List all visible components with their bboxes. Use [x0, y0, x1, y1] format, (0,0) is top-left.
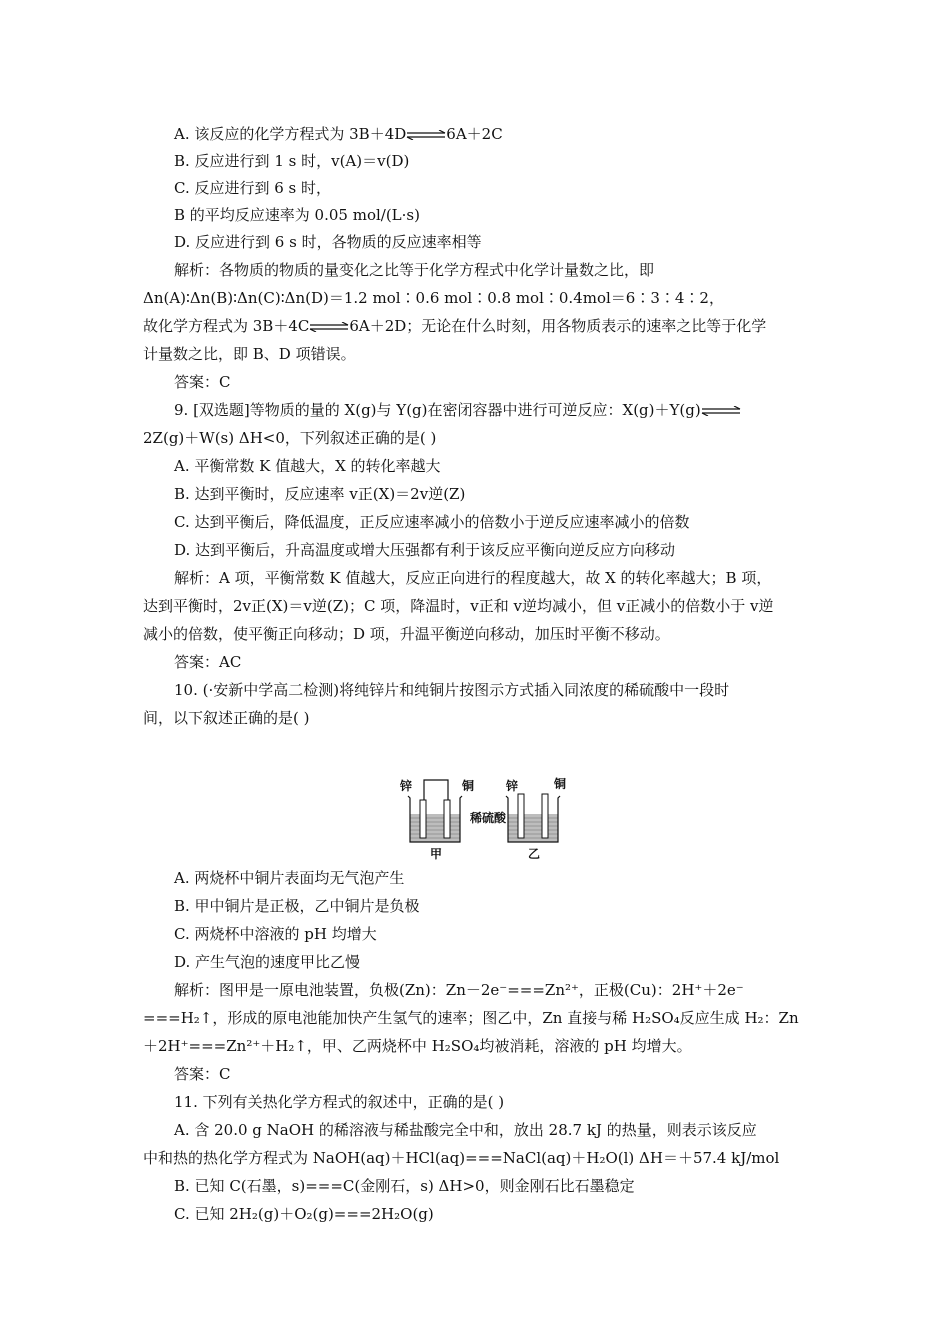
q9-explanation-line: 减小的倍数，使平衡正向移动；D 项，升温平衡逆向移动，加压时平衡不移动。 — [143, 625, 670, 643]
wire — [424, 780, 448, 800]
q9-explanation-line: 达到平衡时，2v正(X)＝v逆(Z)；C 项，降温时，v正和 v逆均减小，但 v正减小的倍数小于 v逆 — [143, 597, 774, 615]
q8-explanation-line: 故化学方程式为 3B＋4C 6A＋2D；无论在什么时刻，用各物质表示的速率之比等于化学 — [143, 317, 767, 335]
q10-option-d: D. 产生气泡的速度甲比乙慢 — [174, 953, 361, 971]
q9-explanation: 解析：A 项，平衡常数 K 值越大，反应正向进行的程度越大，故 X 的转化率越大；B 项， — [174, 569, 772, 587]
acid-label: 稀硫酸 — [470, 811, 507, 825]
beaker-jia — [408, 796, 462, 842]
q9-option-a: A. 平衡常数 K 值越大，X 的转化率越大 — [174, 457, 441, 475]
q10-explanation-line: ===H₂↑，形成的原电池能加快产生氢气的速率；图乙中，Zn 直接与稀 H₂SO₄反应生成 H₂：Zn — [143, 1009, 799, 1027]
beaker-yi — [506, 794, 560, 842]
q11-stem: 11. 下列有关热化学方程式的叙述中，正确的是( ) — [174, 1093, 505, 1111]
q8-option-c-cont: B 的平均反应速率为 0.05 mol/(L·s) — [174, 206, 420, 224]
q8-answer: 答案：C — [174, 373, 231, 391]
q8-option-d: D. 反应进行到 6 s 时，各物质的反应速率相等 — [174, 233, 482, 251]
q10-option-c: C. 两烧杯中溶液的 pH 均增大 — [174, 925, 377, 943]
q11-option-a: A. 含 20.0 g NaOH 的稀溶液与稀盐酸完全中和，放出 28.7 kJ 的热量，则表示该反应 — [174, 1121, 757, 1139]
q9-answer: 答案：AC — [174, 653, 242, 671]
q10-answer: 答案：C — [174, 1065, 231, 1083]
jia-label: 甲 — [430, 847, 443, 861]
q8-explanation-line: Δn(A)∶Δn(B)∶Δn(C)∶Δn(D)＝1.2 mol∶0.6 mol∶0.8 mol∶0.4mol＝6∶3∶4∶2， — [143, 289, 724, 307]
equilibrium-arrow-icon — [406, 130, 446, 140]
q9-stem: 9. [双选题]等物质的量的 X(g)与 Y(g)在密闭容器中进行可逆反应：X(g)＋Y(g) — [174, 400, 741, 420]
q11-option-a-cont: 中和热的热化学方程式为 NaOH(aq)＋HCl(aq)===NaCl(aq)＋H₂O(l) ΔH＝＋57.4 kJ/mol — [143, 1149, 780, 1167]
q10-option-a: A. 两烧杯中铜片表面均无气泡产生 — [174, 869, 405, 887]
zinc-label: 锌 — [400, 779, 413, 793]
q9-option-d: D. 达到平衡后，升高温度或增大压强都有利于该反应平衡向逆反应方向移动 — [174, 541, 676, 559]
copper-label: 铜 — [554, 777, 567, 791]
q11-option-b: B. 已知 C(石墨，s)===C(金刚石，s) ΔH>0，则金刚石比石墨稳定 — [174, 1177, 635, 1195]
q9-option-b: B. 达到平衡时，反应速率 v正(X)＝2v逆(Z) — [174, 485, 466, 503]
zinc-label: 锌 — [506, 779, 519, 793]
q9-stem-cont: 2Z(g)＋W(s) ΔH<0，下列叙述正确的是( ) — [143, 429, 437, 447]
q10-stem: 10. (·安新中学高二检测)将纯锌片和纯铜片按图示方式插入同浓度的稀硫酸中一段时 — [174, 681, 730, 699]
q8-explanation-line: 计量数之比，即 B、D 项错误。 — [143, 345, 356, 363]
q10-option-b: B. 甲中铜片是正极，乙中铜片是负极 — [174, 897, 420, 915]
yi-label: 乙 — [528, 847, 541, 861]
q10-explanation: 解析：图甲是一原电池装置，负极(Zn)：Zn－2e⁻===Zn²⁺，正极(Cu)：2H⁺＋2e⁻ — [174, 981, 744, 999]
q8-option-a: A. 该反应的化学方程式为 3B＋4D 6A＋2C — [174, 125, 503, 143]
equilibrium-arrow-icon — [701, 406, 741, 416]
q8-option-b: B. 反应进行到 1 s 时，v(A)＝v(D) — [174, 152, 410, 170]
galvanic-cell-figure — [398, 774, 568, 864]
equilibrium-arrow-icon — [309, 322, 349, 332]
q10-stem-cont: 间，以下叙述正确的是( ) — [143, 709, 310, 727]
q11-option-c: C. 已知 2H₂(g)＋O₂(g)===2H₂O(g) — [174, 1205, 434, 1223]
q8-explanation: 解析：各物质的物质的量变化之比等于化学方程式中化学计量数之比，即 — [174, 261, 655, 279]
q9-option-c: C. 达到平衡后，降低温度，正反应速率减小的倍数小于逆反应速率减小的倍数 — [174, 513, 690, 531]
q8-option-c: C. 反应进行到 6 s 时， — [174, 179, 332, 197]
copper-label: 铜 — [462, 779, 475, 793]
q10-explanation-line: ＋2H⁺===Zn²⁺＋H₂↑，甲、乙两烧杯中 H₂SO₄均被消耗，溶液的 pH 均增大。 — [143, 1037, 692, 1055]
